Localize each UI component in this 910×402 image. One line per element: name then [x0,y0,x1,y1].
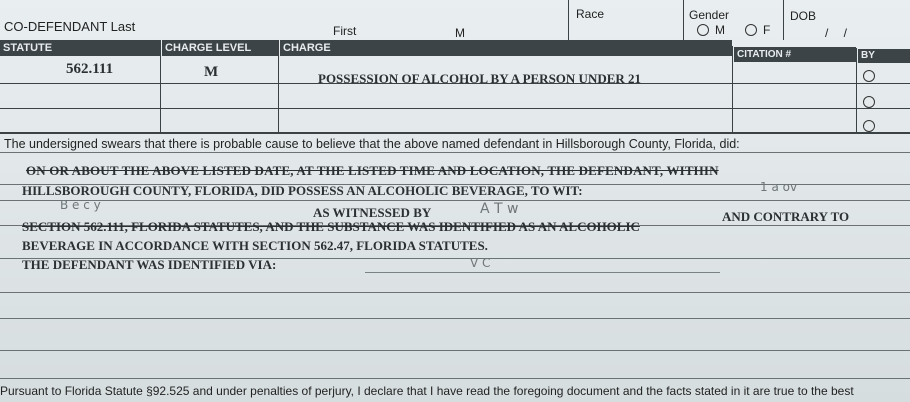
form-line [0,350,910,351]
charge-level-column-header: CHARGE LEVEL [162,40,278,56]
by-column-header: BY [858,49,910,63]
table-row-charge: POSSESSION OF ALCOHOL BY A PERSON UNDER 21 [318,71,642,86]
table-column-divider [856,48,857,134]
handwritten-witness: A T w [480,201,519,217]
gender-f-radio[interactable] [745,24,757,36]
identified-via-label: THE DEFENDANT WAS IDENTIFIED VIA: [22,257,277,272]
by-radio-row-3[interactable] [863,120,875,132]
table-row-statute: 562.111 [66,61,114,77]
middle-initial-label: M [455,26,465,40]
form-line [0,200,910,201]
identified-via-underline [365,272,720,273]
probable-cause-statement: The undersigned swears that there is probable cause to believe that the above named defendant in Hillsborough County, Florida, did: [4,137,740,151]
gender-m-label: M [715,23,725,37]
form-line [0,318,910,319]
form-line [0,152,910,153]
perjury-declaration: Pursuant to Florida Statute §92.525 and under penalties of perjury, I declare that I have read the foregoing document and the facts stated in it are true to the best [0,384,854,398]
handwritten-identified-via: V C [470,256,491,270]
dob-label: DOB [790,9,817,23]
gender-divider [683,0,684,40]
citation-column-header: CITATION # [734,47,856,62]
charge-column-header: CHARGE [280,40,732,56]
gender-f-label: F [763,23,771,37]
statute-column-header: STATUTE [0,40,160,56]
handwritten-beverage-2: B e c y [60,198,101,212]
table-column-divider [732,46,733,134]
race-divider [568,0,569,40]
table-row-divider [0,108,910,109]
affidavit-line-4: SECTION 562.111, FLORIDA STATUTES, AND THE SUBSTANCE WAS IDENTIFIED AS AN ALCOHOLIC [22,219,640,234]
affidavit-line-2: HILLSBOROUGH COUNTY, FLORIDA, DID POSSESS AN ALCOHOLIC BEVERAGE, TO WIT: [22,183,583,198]
race-label: Race [576,7,605,21]
table-column-divider [278,40,279,133]
by-radio-row-2[interactable] [863,96,875,108]
dob-divider [783,0,784,40]
first-name-label: First [333,24,357,38]
co-defendant-last-label: CO-DEFENDANT Last [4,19,136,34]
form-line [0,292,910,293]
form-line [0,378,910,379]
table-row-charge-level: M [204,64,219,80]
handwritten-beverage: 1 a ov [760,180,798,194]
dob-value[interactable]: / / [825,26,854,40]
affidavit-line-5: BEVERAGE IN ACCORDANCE WITH SECTION 562.47, FLORIDA STATUTES. [22,238,488,253]
table-column-divider [160,40,161,133]
witnessed-by-label: AS WITNESSED BY [313,205,432,220]
by-radio-row-1[interactable] [863,70,875,82]
affidavit-line-1: ON OR ABOUT THE ABOVE LISTED DATE, AT THE LISTED TIME AND LOCATION, THE DEFENDANT, WITHIN [26,163,719,178]
contrary-to-label: AND CONTRARY TO [722,209,850,224]
gender-label: Gender [689,8,730,22]
table-bottom-border [0,132,910,134]
gender-m-radio[interactable] [697,24,709,36]
